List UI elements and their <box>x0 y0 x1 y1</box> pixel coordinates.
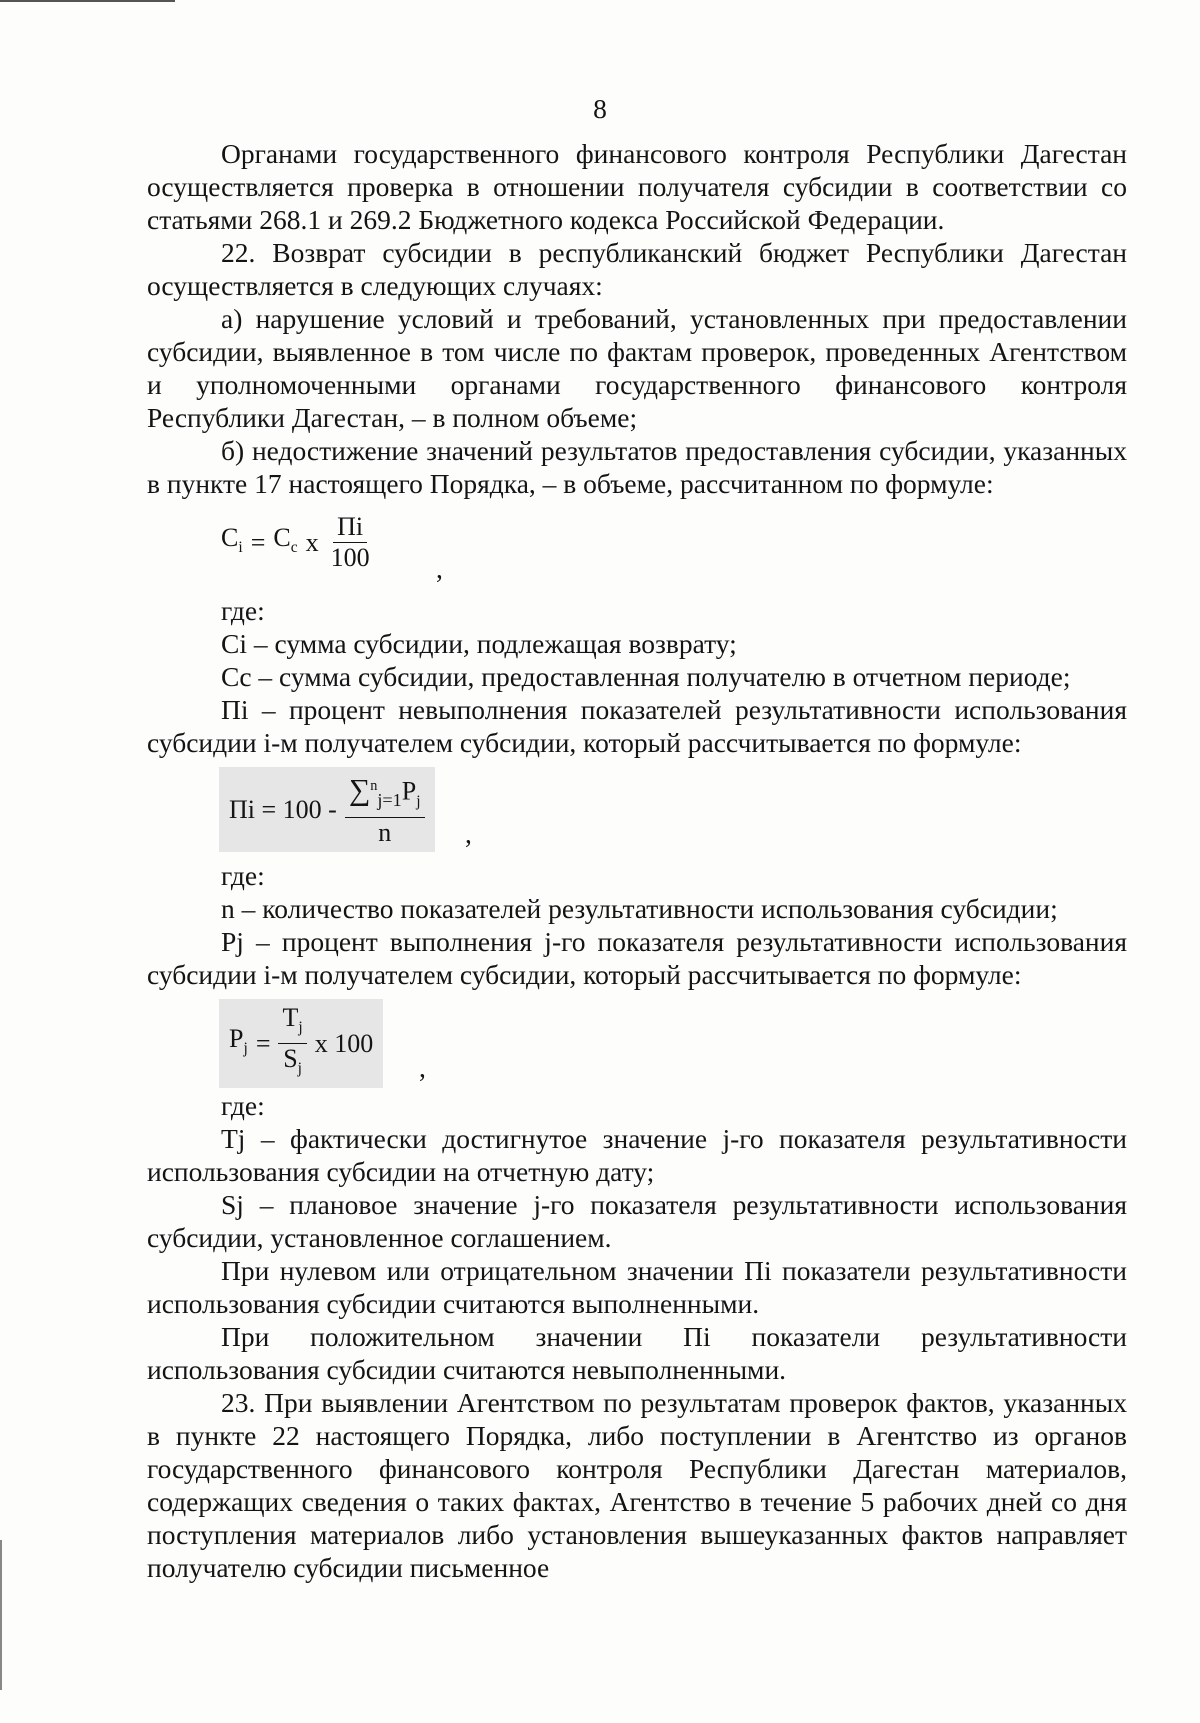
page-number: 8 <box>593 93 607 124</box>
formula-pi-fraction <box>345 771 425 848</box>
where-label: где: <box>221 1090 265 1121</box>
formula-pj-numerator: $T_j$ <box>278 1003 306 1044</box>
formula-pi-lhs: Пi = 100 - <box>229 794 337 824</box>
formula-ci-numerator: Пi <box>333 512 367 543</box>
definition-ci: Ci – сумма субсидии, подлежащая возврату; <box>221 628 737 659</box>
formula-pi-comma: , <box>465 818 472 849</box>
where-label: где: <box>221 595 265 626</box>
formula-ci <box>221 502 1127 588</box>
definition-pi: Пi – процент невыполнения показателей результативности использования субсидии i-м получателем субсидии, который рассчитывается по формуле: <box>147 694 1127 758</box>
formula-ci-lhs: $C_i$ <box>221 522 243 557</box>
definition-cc: Cc – сумма субсидии, предоставленная получателю в отчетном периоде; <box>221 661 1071 692</box>
formula-pj <box>221 993 1127 1083</box>
formula-ci-cc: $C_c$ <box>273 522 298 557</box>
formula-ci-eq: = <box>250 528 266 557</box>
formula-pj-denominator: $S_j$ <box>283 1044 302 1078</box>
paragraph-22: 22. Возврат субсидии в республиканский бюджет Республики Дагестан осуществляется в следующих случаях: <box>147 237 1127 301</box>
paragraph-22a: а) нарушение условий и требований, установленных при предоставлении субсидии, выявленное в том числе по фактам проверок, проведенных Агентством и уполномоченными органами государственного финансового контроля Республики Дагестан, – в полном объеме; <box>147 303 1127 433</box>
definition-sj: Sj – плановое значение j-го показателя результативности использования субсидии, установленное соглашением. <box>147 1189 1127 1253</box>
definition-pj: Pj – процент выполнения j-го показателя результативности использования субсидии i-м получателем субсидии, который рассчитывается по формуле: <box>147 926 1127 990</box>
definition-n: n – количество показателей результативности использования субсидии; <box>221 893 1058 924</box>
paragraph-zero-value: При нулевом или отрицательном значении Пi показатели результативности использования субсидии считаются выполненными. <box>147 1255 1127 1319</box>
formula-ci-comma: , <box>436 553 443 584</box>
scan-edge-line <box>0 1540 2 1690</box>
formula-pi-numerator: $\sum^n_{j=1}P_j$ <box>345 771 425 818</box>
paragraph-control: Органами государственного финансового контроля Республики Дагестан осуществляется проверка в отношении получателя субсидии в соответствии со статьями 268.1 и 269.2 Бюджетного кодекса Российской Федерации. <box>147 138 1127 235</box>
formula-pj-times: x 100 <box>314 1029 374 1059</box>
where-label: где: <box>221 860 265 891</box>
formula-pi <box>221 761 1127 853</box>
formula-pj-fraction <box>278 1003 306 1084</box>
paragraph-positive-value: При положительном значении Пi показатели результативности использования субсидии считаются невыполненными. <box>147 1321 1127 1385</box>
formula-pi-denominator: n <box>378 817 392 847</box>
formula-pj-comma: , <box>419 1052 426 1083</box>
formula-pj-eq: = <box>255 1029 271 1059</box>
definition-tj: Tj – фактически достигнутое значение j-го показателя результативности использования субсидии на отчетную дату; <box>147 1123 1127 1187</box>
formula-ci-times: x <box>305 528 319 557</box>
formula-ci-denominator: 100 <box>330 543 370 572</box>
paragraph-22b: б) недостижение значений результатов предоставления субсидии, указанных в пункте 17 настоящего Порядка, – в объеме, рассчитанном по формуле: <box>147 435 1127 499</box>
formula-ci-fraction <box>327 512 374 573</box>
document-body <box>147 137 1127 1584</box>
formula-pj-lhs: $P_j$ <box>229 1024 248 1058</box>
scan-edge-line <box>0 0 175 2</box>
paragraph-23: 23. При выявлении Агентством по результатам проверок фактов, указанных в пункте 22 настоящего Порядка, либо поступлении в Агентство из органов государственного финансового контроля Республики Дагестан материалов, содержащих сведения о таких фактах, Агентство в течение 5 рабочих дней со дня поступления материалов либо установления вышеуказанных фактов направляет получателю субсидии письменное <box>147 1387 1127 1583</box>
